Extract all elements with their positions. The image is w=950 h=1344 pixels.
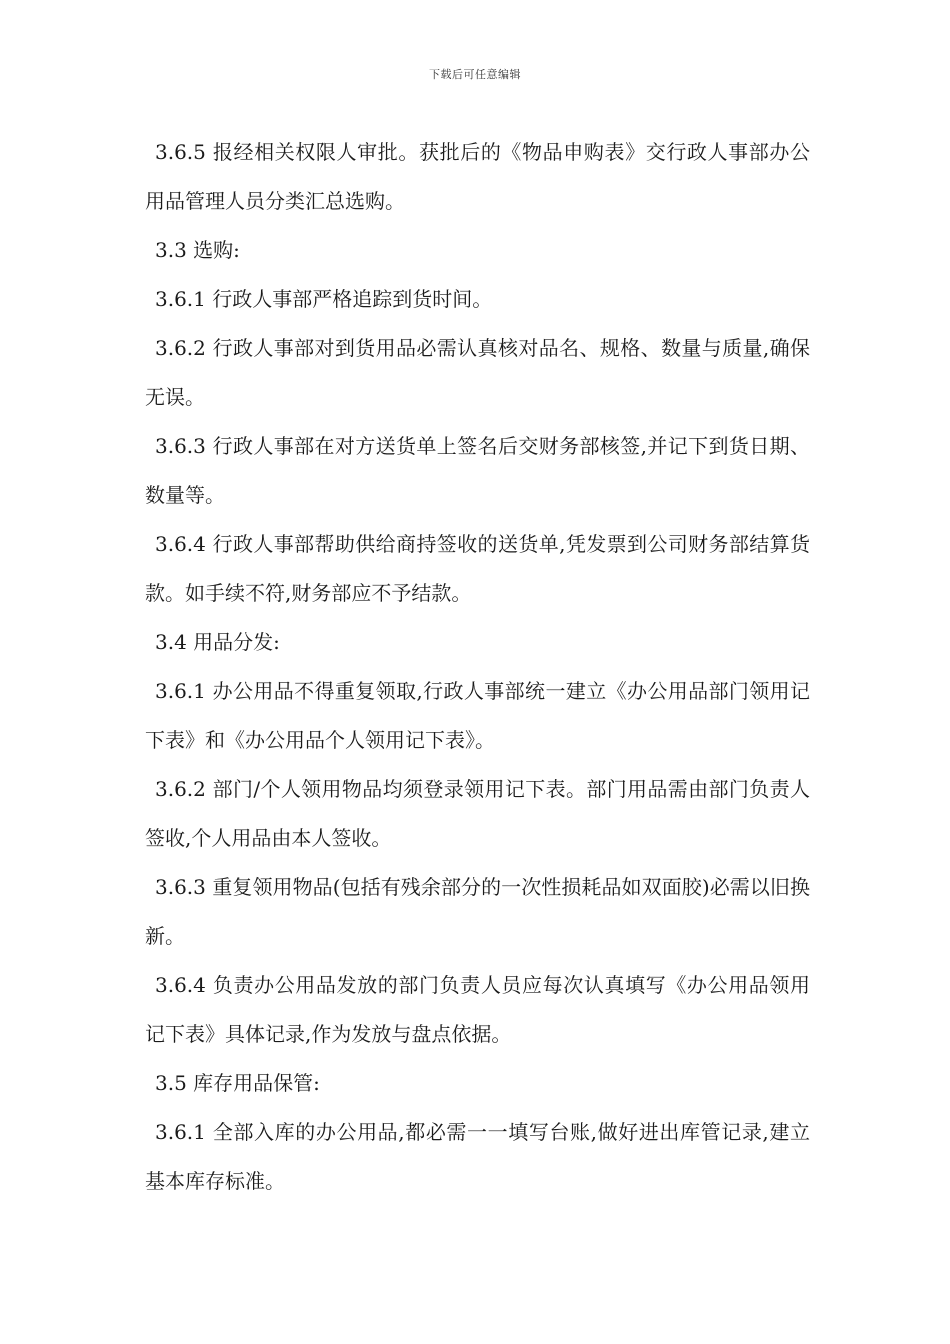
section-heading: 3.3 选购:	[155, 238, 240, 262]
document-body	[145, 128, 810, 1206]
paragraph: 3.6.3 重复领用物品(包括有残余部分的一次性损耗品如双面胶)必需以旧换新。	[145, 875, 810, 948]
paragraph: 3.6.1 行政人事部严格追踪到货时间。	[155, 287, 493, 311]
paragraph: 3.6.4 负责办公用品发放的部门负责人员应每次认真填写《办公用品领用记下表》具体记录,作为发放与盘点依据。	[145, 973, 810, 1046]
paragraph: 3.6.5 报经相关权限人审批。获批后的《物品申购表》交行政人事部办公用品管理人员分类汇总选购。	[145, 140, 810, 213]
paragraph: 3.6.3 行政人事部在对方送货单上签名后交财务部核签,并记下到货日期、数量等。	[145, 434, 810, 507]
section-heading: 3.4 用品分发:	[155, 630, 280, 654]
paragraph: 3.6.1 全部入库的办公用品,都必需一一填写台账,做好进出库管记录,建立基本库存标准。	[145, 1120, 810, 1193]
page-header: 下载后可任意编辑	[429, 68, 521, 81]
paragraph: 3.6.2 部门/个人领用物品均须登录领用记下表。部门用品需由部门负责人签收,个人用品由本人签收。	[145, 777, 810, 850]
paragraph: 3.6.1 办公用品不得重复领取,行政人事部统一建立《办公用品部门领用记下表》和《办公用品个人领用记下表》。	[145, 679, 810, 752]
paragraph: 3.6.2 行政人事部对到货用品必需认真核对品名、规格、数量与质量,确保无误。	[145, 336, 810, 409]
paragraph: 3.6.4 行政人事部帮助供给商持签收的送货单,凭发票到公司财务部结算货款。如手续不符,财务部应不予结款。	[145, 532, 810, 605]
section-heading: 3.5 库存用品保管:	[155, 1071, 320, 1095]
